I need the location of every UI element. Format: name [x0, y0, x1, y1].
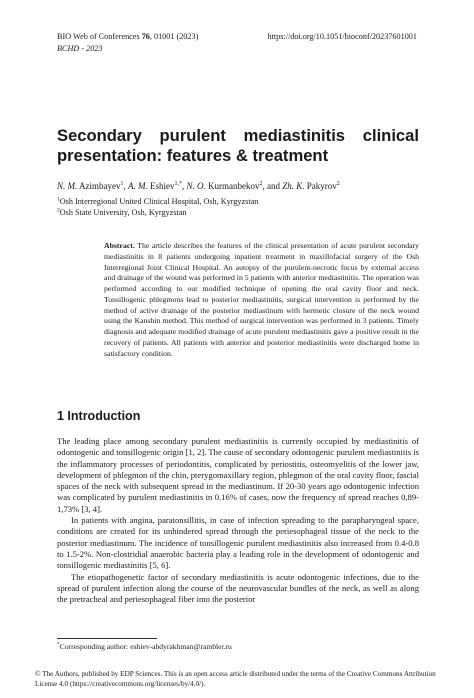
volume-number: 76 — [141, 32, 150, 41]
affiliation: $^1$Osh Interregional United Clinical Hospital, Osh, Kyrgyzstan — [57, 196, 259, 206]
conference-name: BCHD - 2023 — [57, 44, 103, 53]
footnote — [57, 642, 232, 651]
copyright-notice: © The Authors, published by EDP Sciences. This is an open access article distributed under the terms of the Creative Commons Attribution License 4.0 (https://creativecommons.org/licenses/by/4.0/). — [35, 670, 436, 688]
affiliation: $^2$Osh State University, Osh, Kyrgyzstan — [57, 207, 187, 217]
section-heading: 1 Introduction — [57, 409, 141, 423]
paragraph: In patients with angina, paratonsillitis, in case of infection spreading to the parapharyngeal space, conditions are created for its unhindered spread through the periesophageal tissue of the neck to the posterior mediastinum. The incidence of tonsillogenic purulent mediastinitis also increased from 0.4-0.8 to 1.5-2%. Non-clostridial anaerobic bacteria play a leading role in the development of odontogenic and tonsillogenic mediastinitis [5, 6]. — [57, 515, 419, 571]
abstract — [104, 241, 419, 359]
body-text — [57, 436, 419, 605]
paper-title: Secondary purulent mediastinitis clinical presentation: features & treatment — [57, 126, 419, 165]
doi-link[interactable]: https://doi.org/10.1051/bioconf/20237601001 — [267, 32, 417, 41]
author: N. O. Kurmanbekov$^2$ — [186, 181, 263, 191]
abstract-label: Abstract. — [104, 241, 135, 250]
paragraph: The etiopathogenetic factor of secondary mediastinitis is acute odontogenic infections, due to the spread of purulent infection along the course of the neurovascular bundles of the neck, as well as along the pretracheal and periesophageal fiber into the posterior — [57, 571, 419, 605]
running-header-left — [57, 31, 198, 55]
paragraph: The leading place among secondary purulent mediastinitis is currently occupied by mediastinitis of odontogenic and tonsillogenic origin [1, 2]. The cause of secondary odontogenic purulent mediastinitis is the inflammatory processes of periodontitis, complicated by periostitis, osteomyelitis of the lower jaw, development of phlegmon of the chin, pterygomaxillary region, phlegmon of the oral cavity floor, fascial spaces of the neck with subsequent spread in the mediastinum. If 20-30 years ago odontogenic infection was complicated by purulent mediastinitis in 0.16% of cases, now the frequency of spread reaches 0,89-1,73% [3, 4]. — [57, 436, 419, 514]
author: Zh. K. Pakyrov$^2$ — [282, 181, 340, 191]
author-list: N. M. Azimbayev$^1$, A. M. Eshiev$^{1,*}$, N. O. Kurmanbekov$^2$, and Zh. K. Pakyrov$^2$ — [57, 181, 340, 191]
corresponding-author-email[interactable]: Corresponding author: eshiev-abdyrakhman@rambler.ru — [59, 642, 232, 651]
footnote-divider — [57, 638, 157, 639]
abstract-text: The article describes the features of the clinical presentation of acute purulent secondary mediastinitis in 8 patients undergoing inpatient treatment in maxillofacial surgery of the Osh Interregional Joint Clinical Hospital. An autopsy of the purulent-necrotic focus by external access and drainage of the wound was performed in 5 patients with anterior mediastinitis. The operation was performed according to our modified technique of opening the oral cavity floor and neck. Tonsillogenic phlegmons lead to posterior mediastinitis, surgical intervention is performed by the method of active drainage of the posterior mediastinum with hermetic closure of the neck wound using the Kanshin method. This method of surgical intervention was performed in 3 patients. Timely diagnosis and adequate modified drainage of acute purulent mediastinitis gave a positive result in the recovery of patients. All patients with anterior and posterior mediastinitis were discharged home in satisfactory condition. — [104, 241, 419, 358]
journal-citation: BIO Web of Conferences 76, 01001 (2023) — [57, 32, 199, 41]
author: A. M. Eshiev$^{1,*}$ — [128, 181, 182, 191]
footnote-mark: * — [57, 641, 60, 648]
affiliations — [57, 196, 419, 218]
author: N. M. Azimbayev$^1$ — [57, 181, 124, 191]
